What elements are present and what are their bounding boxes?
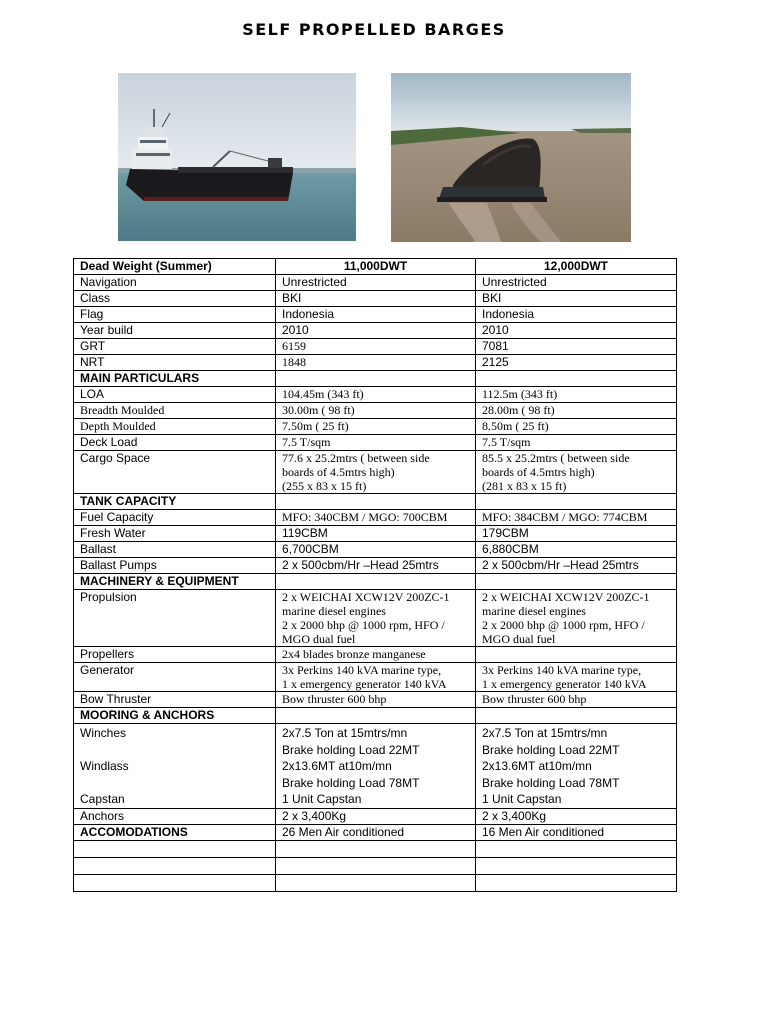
cell-line: marine diesel engines <box>482 604 586 618</box>
row-label: LOA <box>74 387 276 403</box>
row-label: Propulsion <box>74 590 276 647</box>
cell-line: marine diesel engines <box>282 604 386 618</box>
cell: 7.5 T/sqm <box>476 435 677 451</box>
row-label: Ballast <box>74 542 276 558</box>
table-row <box>74 510 677 526</box>
row-label: Cargo Space <box>74 451 276 494</box>
row-label: Fuel Capacity <box>74 510 276 526</box>
cell-line: 1 x emergency generator 140 kVA <box>282 677 447 691</box>
header-label: Dead Weight (Summer) <box>74 259 276 275</box>
cell <box>276 371 476 387</box>
cell: 6159 <box>276 339 476 355</box>
row-label: Breadth Moulded <box>74 403 276 419</box>
coal-barge-photo <box>391 73 631 242</box>
table-row <box>74 387 677 403</box>
row-label: Navigation <box>74 275 276 291</box>
cell <box>276 494 476 510</box>
table-row <box>74 824 677 840</box>
table-row <box>74 558 677 574</box>
cell-line: 2x13.6MT at10m/mn <box>282 759 392 773</box>
cell-line: MGO dual fuel <box>482 632 556 646</box>
specifications-table <box>73 258 677 892</box>
section-heading: MOORING & ANCHORS <box>74 708 276 724</box>
header-col1: 11,000DWT <box>276 259 476 275</box>
table-row <box>74 574 677 590</box>
cell: 2 x 500cbm/Hr –Head 25mtrs <box>476 558 677 574</box>
row-label: Propellers <box>74 647 276 663</box>
cell <box>476 663 677 692</box>
cell-line: (255 x 83 x 15 ft) <box>282 479 367 493</box>
cell <box>74 874 276 891</box>
cell <box>476 708 677 724</box>
cell-line: boards of 4.5mtrs high) <box>282 465 395 479</box>
row-label: Year build <box>74 323 276 339</box>
cell <box>74 857 276 874</box>
cell <box>476 590 677 647</box>
table-row <box>74 840 677 857</box>
cell: 7.50m ( 25 ft) <box>276 419 476 435</box>
cell: 2 x 3,400Kg <box>276 808 476 824</box>
cell: 119CBM <box>276 526 476 542</box>
section-heading: ACCOMODATIONS <box>74 824 276 840</box>
cell-line: (281 x 83 x 15 ft) <box>482 479 567 493</box>
cell <box>476 724 677 809</box>
cell: 6,880CBM <box>476 542 677 558</box>
cell-line: boards of 4.5mtrs high) <box>482 465 595 479</box>
table-row <box>74 451 677 494</box>
cell: Bow thruster 600 bhp <box>276 692 476 708</box>
cell-line: 77.6 x 25.2mtrs ( between side <box>282 451 430 465</box>
windlass-label: Windlass <box>80 759 129 773</box>
cell: BKI <box>276 291 476 307</box>
table-row <box>74 590 677 647</box>
cell-line: Brake holding Load 78MT <box>482 775 620 790</box>
cell-line: 2 x WEICHAI XCW12V 200ZC-1 <box>282 590 450 604</box>
cell <box>276 663 476 692</box>
row-label: Flag <box>74 307 276 323</box>
section-heading: MAIN PARTICULARS <box>74 371 276 387</box>
table-row <box>74 419 677 435</box>
cell <box>276 874 476 891</box>
cell-line: 2x7.5 Ton at 15mtrs/mn <box>282 726 408 740</box>
table-row <box>74 724 677 809</box>
section-heading: TANK CAPACITY <box>74 494 276 510</box>
row-label: Ballast Pumps <box>74 558 276 574</box>
table-row <box>74 403 677 419</box>
cell-line: 2 x 2000 bhp @ 1000 rpm, HFO / <box>482 618 645 632</box>
cell: 16 Men Air conditioned <box>476 824 677 840</box>
row-label: Depth Moulded <box>74 419 276 435</box>
cell <box>276 840 476 857</box>
table-row <box>74 259 677 275</box>
table-row <box>74 371 677 387</box>
cell-line: Brake holding Load 78MT <box>282 775 420 790</box>
header-col2: 12,000DWT <box>476 259 677 275</box>
cell: 112.5m (343 ft) <box>476 387 677 403</box>
cell <box>276 708 476 724</box>
cell: Indonesia <box>276 307 476 323</box>
table-row <box>74 323 677 339</box>
cell <box>276 857 476 874</box>
cell: 179CBM <box>476 526 677 542</box>
cell <box>476 857 677 874</box>
row-label: Generator <box>74 663 276 692</box>
row-label: Deck Load <box>74 435 276 451</box>
cell: 8.50m ( 25 ft) <box>476 419 677 435</box>
cell <box>276 451 476 494</box>
table-row <box>74 808 677 824</box>
cell: 104.45m (343 ft) <box>276 387 476 403</box>
cell: 28.00m ( 98 ft) <box>476 403 677 419</box>
row-label: NRT <box>74 355 276 371</box>
cell-line: 1 x emergency generator 140 kVA <box>482 677 647 691</box>
table-row <box>74 435 677 451</box>
cell: 2010 <box>276 323 476 339</box>
table-row <box>74 857 677 874</box>
cell: Unrestricted <box>276 275 476 291</box>
row-label: GRT <box>74 339 276 355</box>
cell: 6,700CBM <box>276 542 476 558</box>
cell: 7.5 T/sqm <box>276 435 476 451</box>
section-heading: MACHINERY & EQUIPMENT <box>74 574 276 590</box>
winches-label: Winches <box>80 726 127 740</box>
cell <box>276 574 476 590</box>
cell: Bow thruster 600 bhp <box>476 692 677 708</box>
cell-line: Brake holding Load 22MT <box>482 742 620 757</box>
cell-line: 3x Perkins 140 kVA marine type, <box>282 663 442 677</box>
cell-line: 2x7.5 Ton at 15mtrs/mn <box>482 726 608 740</box>
cell-line: MGO dual fuel <box>282 632 356 646</box>
table-row <box>74 307 677 323</box>
cell: BKI <box>476 291 677 307</box>
cell: MFO: 340CBM / MGO: 700CBM <box>276 510 476 526</box>
barge-ship-photo <box>118 73 356 241</box>
table-row <box>74 708 677 724</box>
cell: 2010 <box>476 323 677 339</box>
row-label: Anchors <box>74 808 276 824</box>
cell <box>476 840 677 857</box>
cell-line: 1 Unit Capstan <box>482 792 562 806</box>
table-row <box>74 494 677 510</box>
table-row <box>74 874 677 891</box>
cell: Unrestricted <box>476 275 677 291</box>
cell-line: 3x Perkins 140 kVA marine type, <box>482 663 642 677</box>
cell: Indonesia <box>476 307 677 323</box>
table-row <box>74 275 677 291</box>
cell: 1848 <box>276 355 476 371</box>
table-row <box>74 291 677 307</box>
cell <box>476 647 677 663</box>
cell <box>476 574 677 590</box>
cell-line: 85.5 x 25.2mtrs ( between side <box>482 451 630 465</box>
cell <box>476 874 677 891</box>
page-title: SELF PROPELLED BARGES <box>242 20 506 39</box>
capstan-label: Capstan <box>80 792 125 806</box>
cell <box>476 371 677 387</box>
cell: 2 x 500cbm/Hr –Head 25mtrs <box>276 558 476 574</box>
table-row <box>74 647 677 663</box>
cell: 30.00m ( 98 ft) <box>276 403 476 419</box>
cell <box>276 724 476 809</box>
table-row <box>74 692 677 708</box>
cell-line: 1 Unit Capstan <box>282 792 362 806</box>
cell: MFO: 384CBM / MGO: 774CBM <box>476 510 677 526</box>
cell: 2125 <box>476 355 677 371</box>
table-row <box>74 339 677 355</box>
cell-line: Brake holding Load 22MT <box>282 742 420 757</box>
table-row <box>74 355 677 371</box>
cell: 2 x 3,400Kg <box>476 808 677 824</box>
cell <box>476 494 677 510</box>
cell <box>74 840 276 857</box>
cell-line: 2 x 2000 bhp @ 1000 rpm, HFO / <box>282 618 445 632</box>
row-label: Class <box>74 291 276 307</box>
cell: 26 Men Air conditioned <box>276 824 476 840</box>
cell <box>276 590 476 647</box>
table-row <box>74 542 677 558</box>
row-label: Bow Thruster <box>74 692 276 708</box>
table-row <box>74 526 677 542</box>
row-label: Fresh Water <box>74 526 276 542</box>
cell-line: 2x13.6MT at10m/mn <box>482 759 592 773</box>
cell <box>476 451 677 494</box>
row-label <box>74 724 276 809</box>
table-row <box>74 663 677 692</box>
cell: 7081 <box>476 339 677 355</box>
cell: 2x4 blades bronze manganese <box>276 647 476 663</box>
cell-line: 2 x WEICHAI XCW12V 200ZC-1 <box>482 590 650 604</box>
